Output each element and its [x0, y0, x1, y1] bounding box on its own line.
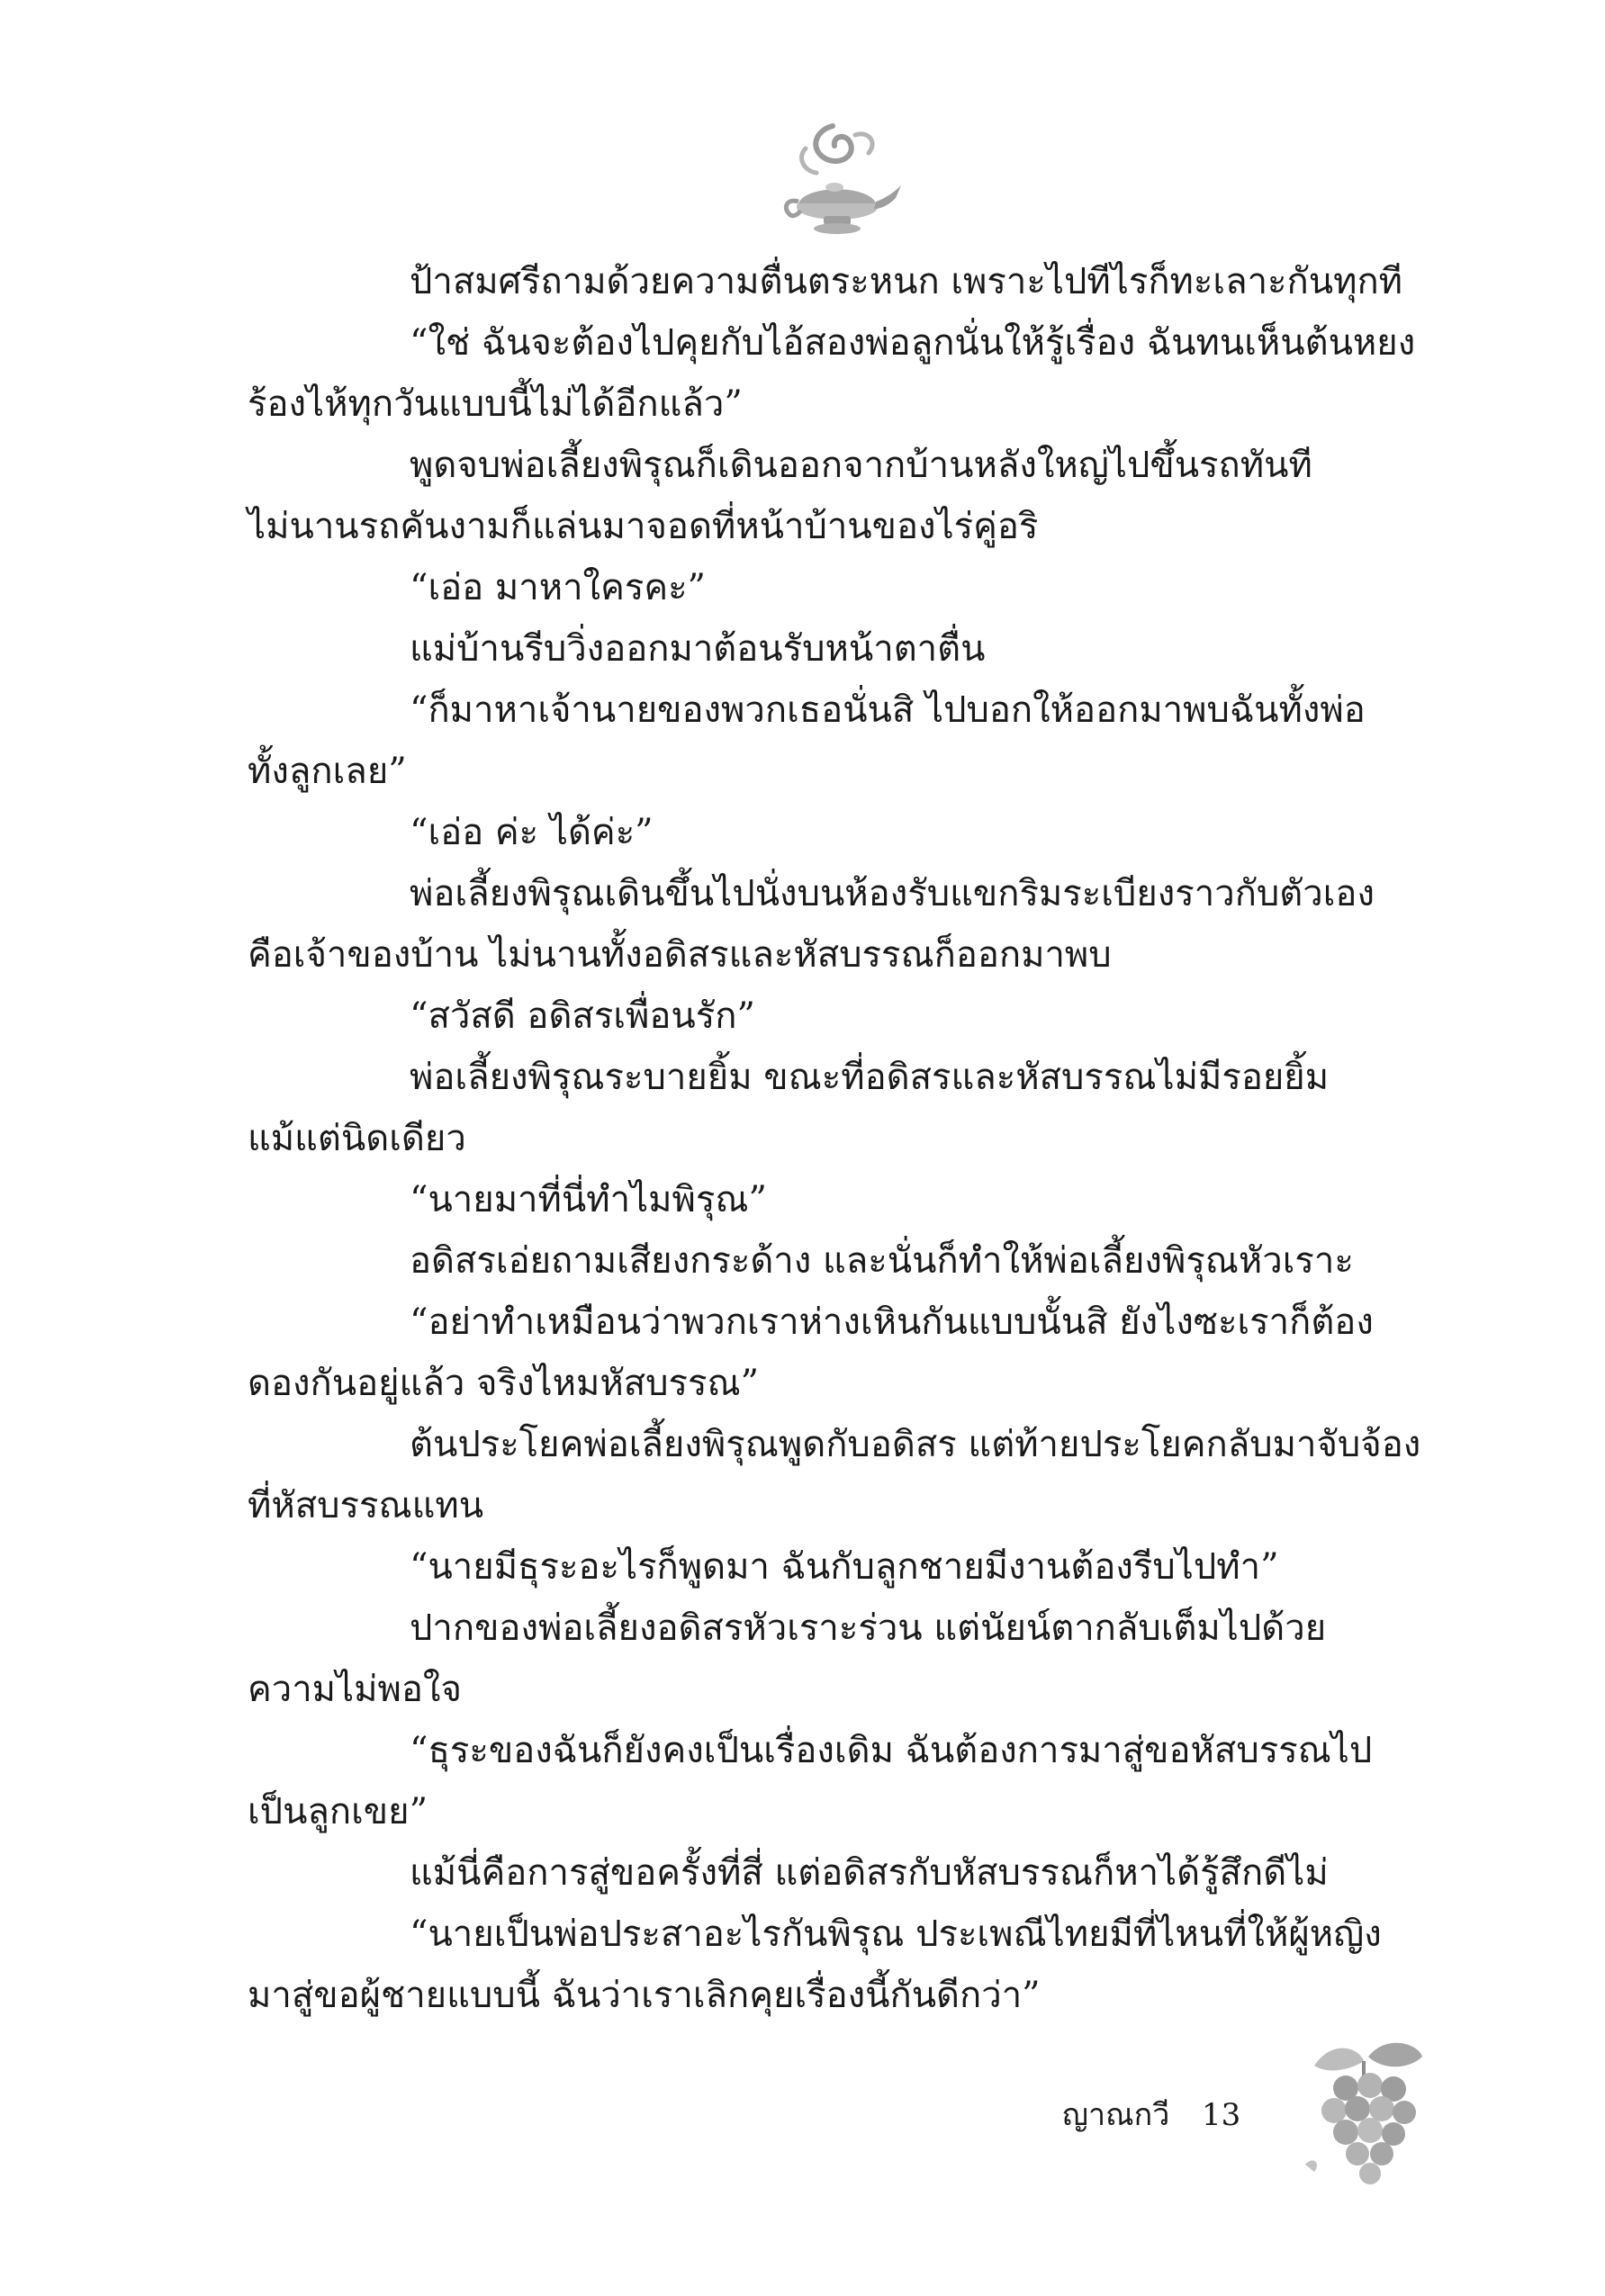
text-line: อดิสรเอ่ยถามเสียงกระด้าง และนั่นก็ทำให้พ่อเลี้ยงพิรุณหัวเราะ: [410, 1240, 1354, 1282]
text-line: พ่อเลี้ยงพิรุณเดินขึ้นไปนั่งบนห้องรับแขกริมระเบียงราวกับตัวเอง: [410, 873, 1375, 914]
text-line: แม้แต่นิดเดียว: [248, 1118, 466, 1159]
text-line: ไม่นานรถคันงามก็แล่นมาจอดที่หน้าบ้านของไร่คู่อริ: [248, 506, 1039, 547]
grapes-icon: [1296, 2030, 1431, 2192]
text-line: ที่หัสบรรณแทน: [248, 1485, 484, 1526]
text-line: ความไม่พอใจ: [248, 1669, 462, 1710]
text-line: ทั้งลูกเลย”: [248, 751, 407, 792]
text-line: มาสู่ขอผู้ชายแบบนี้ ฉันว่าเราเลิกคุยเรื่องนี้กันดีกว่า”: [248, 1975, 1041, 2016]
text-line: “นายมีธุระอะไรก็พูดมา ฉันกับลูกชายมีงานต้องรีบไปทำ”: [410, 1546, 1279, 1588]
text-line: คือเจ้าของบ้าน ไม่นานทั้งอดิสรและหัสบรรณก็ออกมาพบ: [248, 934, 1112, 976]
text-line: ปากของพ่อเลี้ยงอดิสรหัวเราะร่วน แต่นัยน์ตากลับเต็มไปด้วย: [410, 1607, 1327, 1649]
text-line: “ก็มาหาเจ้านายของพวกเธอนั่นสิ ไปบอกให้ออกมาพบฉันทั้งพ่อ: [410, 689, 1366, 731]
text-line: “นายมาที่นี่ทำไมพิรุณ”: [410, 1179, 767, 1220]
text-line: พ่อเลี้ยงพิรุณระบายยิ้ม ขณะที่อดิสรและหัสบรรณไม่มีรอยยิ้ม: [410, 1057, 1330, 1098]
text-line: ต้นประโยคพ่อเลี้ยงพิรุณพูดกับอดิสร แต่ท้ายประโยคกลับมาจับจ้อง: [410, 1424, 1421, 1465]
text-line: แม้นี่คือการสู่ขอครั้งที่สี่ แต่อดิสรกับหัสบรรณก็หาได้รู้สึกดีไม่: [410, 1852, 1329, 1894]
text-line: พูดจบพ่อเลี้ยงพิรุณก็เดินออกจากบ้านหลังใหญ่ไปขึ้นรถทันที: [410, 445, 1312, 486]
footer-author: ญาณกวี: [1062, 2097, 1170, 2133]
text-line: แม่บ้านรีบวิ่งออกมาต้อนรับหน้าตาตื่น: [410, 628, 986, 670]
text-line: “ธุระของฉันก็ยังคงเป็นเรื่องเดิม ฉันต้องการมาสู่ขอหัสบรรณไป: [410, 1730, 1373, 1771]
text-line: “ใช่ ฉันจะต้องไปคุยกับไอ้สองพ่อลูกนั่นให้รู้เรื่อง ฉันทนเห็นต้นหยง: [410, 322, 1416, 364]
text-line: “เอ่อ มาหาใครคะ”: [410, 567, 707, 608]
text-line: ดองกันอยู่แล้ว จริงไหมหัสบรรณ”: [248, 1363, 760, 1404]
text-line: เป็นลูกเขย”: [248, 1791, 428, 1832]
text-line: ป้าสมศรีถามด้วยความตื่นตระหนก เพราะไปทีไรก็ทะเลาะกันทุกที: [410, 261, 1403, 302]
text-line: “เอ่อ ค่ะ ได้ค่ะ”: [410, 812, 654, 853]
text-line: ร้องไห้ทุกวันแบบนี้ไม่ได้อีกแล้ว”: [248, 383, 743, 425]
text-line: “อย่าทำเหมือนว่าพวกเราห่างเหินกันแบบนั้นสิ ยังไงซะเราก็ต้อง: [410, 1301, 1374, 1343]
text-line: “สวัสดี อดิสรเพื่อนรัก”: [410, 995, 755, 1037]
page-number: 13: [1202, 2097, 1241, 2133]
text-line: “นายเป็นพ่อประสาอะไรกันพิรุณ ประเพณีไทยมีที่ไหนที่ให้ผู้หญิง: [410, 1913, 1382, 1955]
